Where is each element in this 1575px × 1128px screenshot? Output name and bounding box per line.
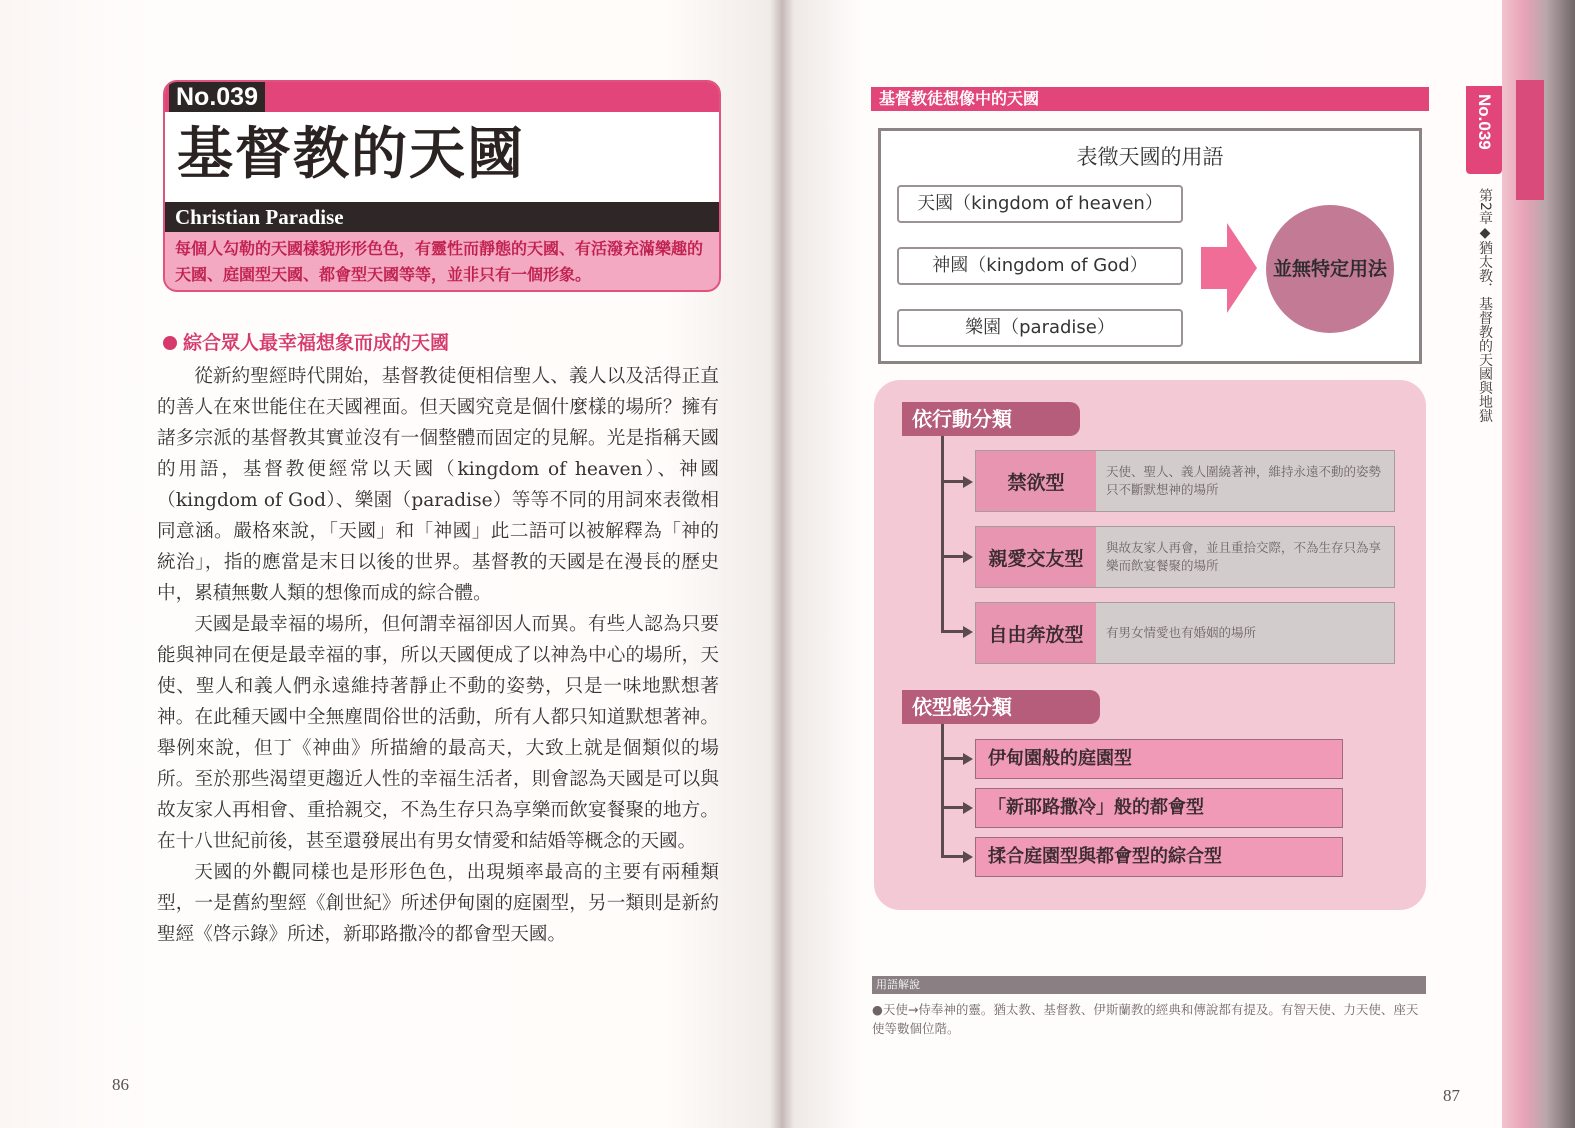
tree-connector — [941, 757, 965, 760]
body-paragraph: 天國是最幸福的場所，但何謂幸福卻因人而異。有些人認為只要能與神同在便是最幸福的事，所以天國便成了以神為中心的場所，天使、聖人和義人們永遠維持著靜止不動的姿勢，只是一味地默想著神。在此種天國中全無塵間俗世的活動，所有人都只知道默想著神。舉例來說，但丁《神曲》所描繪的最高天，大致上就是個類似的場所。至於那些渴望更趨近人性的幸福生活者，則會認為天國是可以與故友家人再相會、重拾親交，不為生存只為享樂而飲宴餐聚的地方。在十八世紀前後，甚至還發展出有男女情愛和結婚等概念的天國。 — [157, 614, 719, 852]
activity-type: 自由奔放型 — [976, 603, 1096, 663]
right-arrow-icon — [1201, 223, 1257, 313]
terms-diagram — [878, 128, 1422, 364]
activity-description: 有男女情愛也有婚姻的場所 — [1106, 625, 1257, 640]
page-number-right: 87 — [1443, 1086, 1460, 1105]
tree-arrow-icon — [963, 476, 973, 488]
tree-connector — [941, 806, 965, 809]
section-heading-text: 綜合眾人最幸福想象而成的天國 — [183, 332, 450, 354]
activity-description: 與故友家人再會，並且重拾交際，不為生存只為享樂而飲宴餐聚的場所 — [1106, 540, 1382, 573]
form-type-row: 揉合庭園型與都會型的綜合型 — [975, 837, 1343, 877]
activity-classification-title: 依行動分類 — [902, 402, 1080, 436]
entry-number-badge: No.039 — [169, 82, 265, 112]
notes-band — [872, 976, 1426, 994]
diagram-heading: 基督教徒想像中的天國 — [879, 89, 1040, 108]
result-circle: 並無特定用法 — [1266, 205, 1394, 333]
terms-title: 表徵天國的用語 — [1076, 145, 1224, 169]
notes-label: 用語解說 — [876, 978, 920, 991]
title-box — [163, 80, 721, 292]
chapter-edge-marker — [1516, 80, 1544, 200]
term-box: 天國（kingdom of heaven） — [897, 185, 1183, 223]
chapter-label: 第2章◆猶太教．基督教的天國與地獄 — [1477, 188, 1493, 423]
body-text — [157, 361, 719, 950]
form-type-row: 「新耶路撒冷」般的都會型 — [975, 788, 1343, 828]
activity-row — [975, 526, 1395, 588]
english-title: Christian Paradise — [175, 205, 344, 229]
form-type-row: 伊甸園般的庭園型 — [975, 739, 1343, 779]
activity-description: 天使、聖人、義人圍繞著神，維持永遠不動的姿勢只不斷默想神的場所 — [1106, 464, 1382, 497]
bullet-dot-icon — [163, 336, 177, 350]
activity-row — [975, 450, 1395, 512]
form-classification-title: 依型態分類 — [902, 690, 1100, 724]
tree-connector — [941, 724, 944, 857]
book-gutter — [770, 0, 794, 1128]
tree-arrow-icon — [963, 753, 973, 765]
body-paragraph: 從新約聖經時代開始，基督教徒便相信聖人、義人以及活得正直的善人在來世能住在天國裡面。但天國究竟是個什麼樣的場所？擁有諸多宗派的基督教其實並沒有一個整體而固定的見解。光是指稱天國的用語，基督教便經常以天國（kingdom of heaven）、神國（kingdom of God）、樂園（paradise）等等不同的用詞來表徵相同意涵。嚴格來說，「天國」和「神國」此二語可以被解釋為「神的統治」，指的應當是末日以後的世界。基督教的天國是在漫長的歷史中，累積無數人類的想像而成的綜合體。 — [157, 366, 719, 604]
diagram-heading-band — [871, 87, 1429, 111]
tree-arrow-icon — [963, 802, 973, 814]
body-paragraph: 天國的外觀同樣也是形形色色，出現頻率最高的主要有兩種類型，一是舊約聖經《創世紀》所述伊甸園的庭園型，另一類則是新約聖經《啓示錄》所述，新耶路撒冷的都會型天國。 — [157, 862, 719, 945]
page-title: 基督教的天國 — [177, 122, 525, 187]
activity-row — [975, 602, 1395, 664]
side-tab-label: No.039 — [1475, 94, 1494, 150]
tree-connector — [941, 855, 965, 858]
term-box: 神國（kingdom of God） — [897, 247, 1183, 285]
tree-arrow-icon — [963, 851, 973, 863]
side-tab — [1466, 86, 1502, 174]
page-number-left: 86 — [112, 1075, 129, 1094]
tree-connector — [941, 480, 965, 483]
term-box: 樂園（paradise） — [897, 309, 1183, 347]
tree-connector — [941, 555, 965, 558]
activity-type: 禁欲型 — [976, 451, 1096, 511]
tree-connector — [941, 436, 944, 633]
tree-arrow-icon — [963, 551, 973, 563]
tree-arrow-icon — [963, 626, 973, 638]
title-summary: 每個人勾勒的天國樣貌形形色色，有靈性而靜態的天國、有活潑充滿樂趣的天國、庭園型天國、都會型天國等等，並非只有一個形象。 — [175, 239, 704, 284]
activity-type: 親愛交友型 — [976, 527, 1096, 587]
section-heading — [163, 328, 449, 355]
notes-text: ●天使→侍奉神的靈。猶太教、基督教、伊斯蘭教的經典和傳說都有提及。有智天使、力天使、座天使等數個位階。 — [872, 1002, 1419, 1036]
tree-connector — [941, 630, 965, 633]
